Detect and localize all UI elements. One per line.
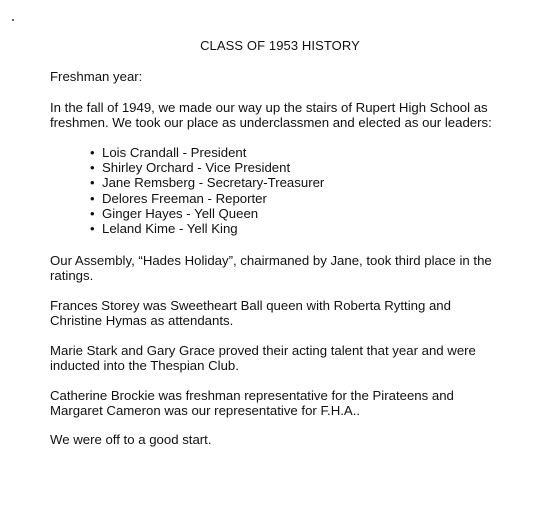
thespian-paragraph: Marie Stark and Gary Grace proved their acting talent that year and were inducted into the Thespian Club. xyxy=(50,343,476,374)
list-item xyxy=(90,221,324,236)
bullet-icon: • xyxy=(90,160,95,176)
bullet-icon: • xyxy=(90,190,95,206)
leader-text: Lois Crandall - President xyxy=(102,145,247,160)
leaders-list xyxy=(90,145,324,236)
section-heading: Freshman year: xyxy=(50,69,143,84)
closing-paragraph: We were off to a good start. xyxy=(50,432,212,447)
leader-text: Leland Kime - Yell King xyxy=(102,221,238,237)
scan-speck xyxy=(12,19,14,21)
list-item xyxy=(90,191,324,206)
bullet-icon: • xyxy=(90,205,95,221)
sweetheart-paragraph: Frances Storey was Sweetheart Ball queen with Roberta Rytting and Christine Hymas as attendants. xyxy=(50,298,451,329)
leader-text: Ginger Hayes - Yell Queen xyxy=(102,205,259,221)
list-item xyxy=(90,206,324,221)
list-item xyxy=(90,160,324,175)
assembly-paragraph: Our Assembly, “Hades Holiday”, chairmaned by Jane, took third place in the ratings. xyxy=(50,253,492,284)
list-item xyxy=(90,145,324,160)
leader-text: Shirley Orchard - Vice President xyxy=(102,160,291,176)
bullet-icon: • xyxy=(90,145,95,160)
intro-paragraph: In the fall of 1949, we made our way up the stairs of Rupert High School as freshmen. We took our place as underclassmen and elected as our leaders: xyxy=(50,100,492,131)
document-title: CLASS OF 1953 HISTORY xyxy=(200,38,360,53)
list-item xyxy=(90,175,324,190)
leader-text: Jane Remsberg - Secretary-Treasurer xyxy=(102,175,325,191)
bullet-icon: • xyxy=(90,175,95,191)
bullet-icon: • xyxy=(90,221,95,237)
representatives-paragraph: Catherine Brockie was freshman representative for the Pirateens and Margaret Cameron was our representative for F.H.A.. xyxy=(50,388,454,419)
leader-text: Delores Freeman - Reporter xyxy=(102,190,267,206)
